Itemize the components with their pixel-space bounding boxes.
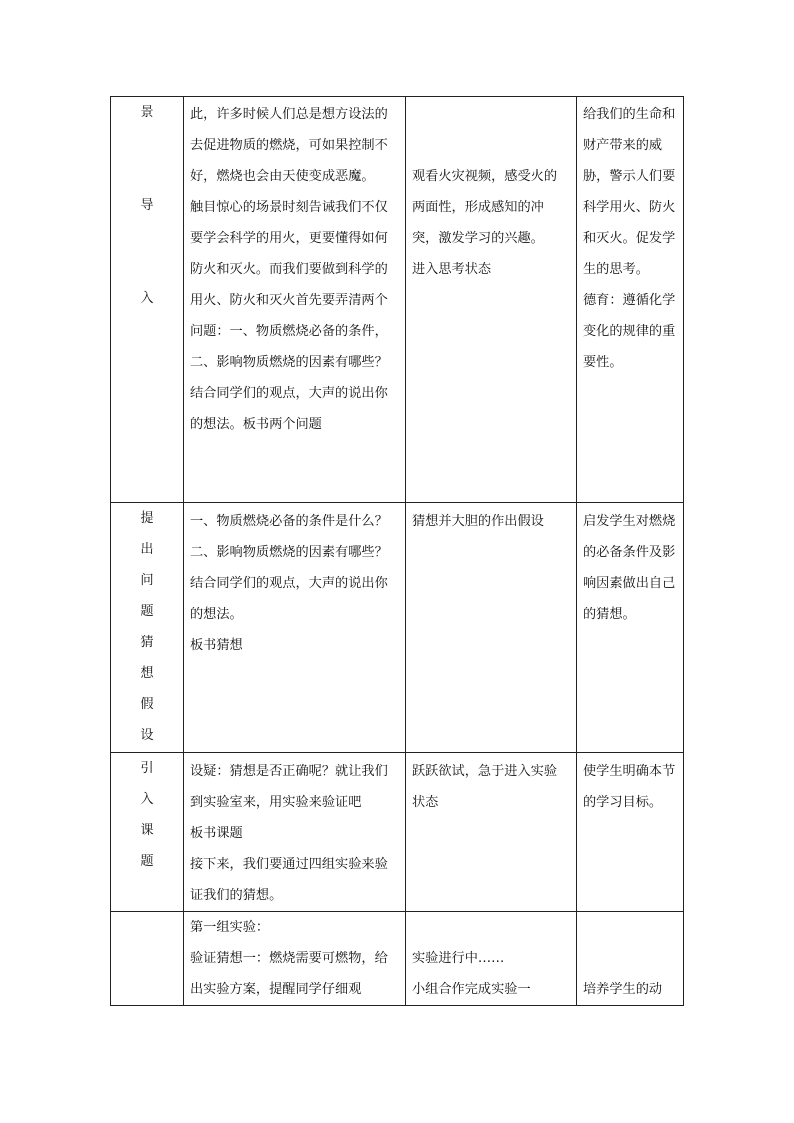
student-paragraph: 小组合作完成实验一 <box>412 982 531 997</box>
teacher-activity-cell <box>184 912 406 1006</box>
student-activity-cell <box>406 753 577 912</box>
lesson-plan-table <box>110 96 684 1006</box>
student-activity-cell <box>406 503 577 753</box>
stage-char: 引 <box>140 761 154 776</box>
stage-char <box>111 159 183 190</box>
teacher-paragraph: 设疑：猜想是否正确呢？就让我们到实验室来，用实验来验证吧 <box>190 764 388 810</box>
teacher-paragraph: 一、物质燃烧必备的条件是什么？二、影响物质燃烧的因素有哪些？结合同学们的观点，大声的说出你的想法。 <box>190 514 388 622</box>
design-intent-cell <box>577 753 684 912</box>
stage-char: 假 <box>140 697 154 712</box>
stage-cell <box>111 912 184 1006</box>
stage-char: 提 <box>140 511 154 526</box>
stage-char: 题 <box>140 604 154 619</box>
stage-char: 出 <box>140 542 154 557</box>
student-paragraph: 进入思考状态 <box>412 262 492 277</box>
table-row <box>111 97 684 503</box>
stage-char: 设 <box>140 728 154 743</box>
student-paragraph: 实验进行中…… <box>412 951 505 966</box>
stage-char: 猜 <box>140 635 154 650</box>
student-paragraph: 跃跃欲试，急于进入实验状态 <box>412 764 558 810</box>
student-paragraph: 猜想并大胆的作出假设 <box>412 514 544 529</box>
intent-paragraph: 培养学生的动 <box>583 982 663 997</box>
teacher-paragraph: 此，许多时候人们总是想方设法的去促进物质的燃烧，可如果控制不好，燃烧也会由天使变成恶魔。 <box>190 107 388 184</box>
stage-char: 入 <box>140 792 154 807</box>
student-activity-cell <box>406 912 577 1006</box>
teacher-paragraph: 板书猜想 <box>190 638 243 653</box>
teacher-paragraph: 板书课题 <box>190 826 243 841</box>
stage-char: 课 <box>140 823 154 838</box>
intent-paragraph: 德育：遵循化学变化的规律的重要性。 <box>583 293 676 370</box>
table-row <box>111 503 684 753</box>
stage-cell <box>111 753 184 912</box>
teacher-activity-cell <box>184 753 406 912</box>
stage-cell <box>111 503 184 753</box>
teacher-activity-cell <box>184 503 406 753</box>
intent-paragraph: 给我们的生命和财产带来的威胁，警示人们要科学用火、防火和灭火。促发学生的思考。 <box>583 107 676 277</box>
teacher-activity-cell <box>184 97 406 503</box>
teacher-paragraph: 触目惊心的场景时刻告诫我们不仅要学会科学的用火，更要懂得如何防火和灭火。而我们要做到科学的用火、防火和灭火首先要弄清两个问题：一、物质燃烧必备的条件，二、影响物质燃烧的因素有哪些？结合同学们的观点，大声的说出你的想法。板书两个问题 <box>190 200 388 432</box>
stage-char: 题 <box>140 854 154 869</box>
stage-char: 入 <box>140 291 154 306</box>
stage-char: 导 <box>140 198 154 213</box>
intent-paragraph: 启发学生对燃烧的必备条件及影响因素做出自己的猜想。 <box>583 514 676 622</box>
table-row <box>111 753 684 912</box>
design-intent-cell <box>577 97 684 503</box>
stage-char: 景 <box>140 105 154 120</box>
design-intent-cell <box>577 503 684 753</box>
stage-char <box>111 221 183 252</box>
student-paragraph: 观看火灾视频，感受火的两面性，形成感知的冲突，激发学习的兴趣。 <box>412 169 558 246</box>
design-intent-cell <box>577 912 684 1006</box>
intent-paragraph: 使学生明确本节的学习目标。 <box>583 764 676 810</box>
teacher-paragraph: 验证猜想一：燃烧需要可燃物，给出实验方案，提醒同学仔细观 <box>190 951 388 997</box>
stage-char: 想 <box>140 666 154 681</box>
stage-char: 问 <box>140 573 154 588</box>
table-row <box>111 912 684 1006</box>
teacher-paragraph: 接下来，我们要通过四组实验来验证我们的猜想。 <box>190 857 388 903</box>
stage-char <box>111 252 183 283</box>
stage-cell <box>111 97 184 503</box>
student-activity-cell <box>406 97 577 503</box>
teacher-paragraph: 第一组实验： <box>190 920 270 935</box>
stage-char <box>111 128 183 159</box>
